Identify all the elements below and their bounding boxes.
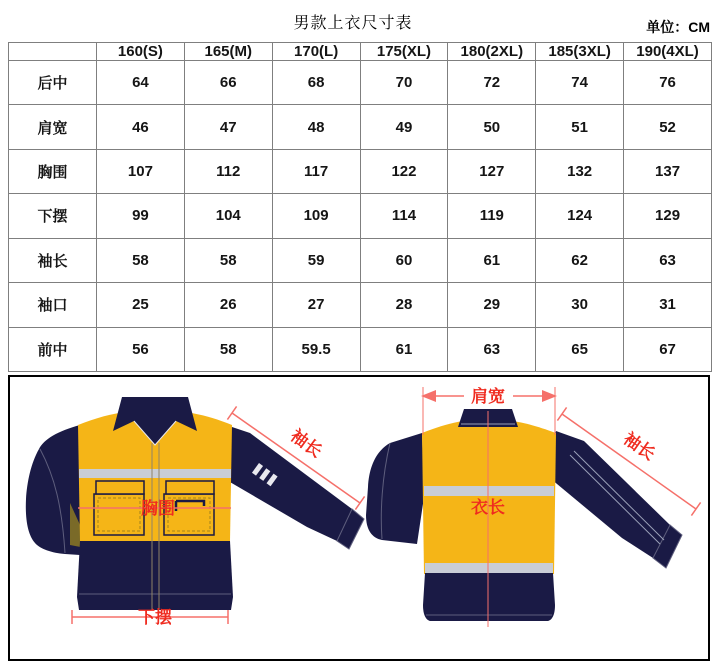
size-cell: 26: [184, 283, 272, 327]
jacket-diagram: [10, 377, 708, 659]
column-header: 180(2XL): [448, 43, 536, 61]
size-cell: 61: [360, 327, 448, 371]
size-cell: 132: [536, 149, 624, 193]
row-label: 下摆: [9, 194, 97, 238]
size-cell: 46: [97, 105, 185, 149]
front-reflective-stripe: [79, 469, 231, 478]
back-sleeve-length-label: 袖长: [619, 428, 659, 465]
size-cell: 72: [448, 61, 536, 105]
table-row: [9, 327, 712, 371]
row-label: 肩宽: [9, 105, 97, 149]
row-label: 前中: [9, 327, 97, 371]
size-table-body: [9, 61, 712, 372]
size-cell: 28: [360, 283, 448, 327]
back-body: [422, 419, 556, 574]
size-cell: 25: [97, 283, 185, 327]
row-label: 袖口: [9, 283, 97, 327]
column-header: 165(M): [184, 43, 272, 61]
size-cell: 119: [448, 194, 536, 238]
size-cell: 137: [624, 149, 712, 193]
size-cell: 112: [184, 149, 272, 193]
column-header: 185(3XL): [536, 43, 624, 61]
column-header: 175(XL): [360, 43, 448, 61]
size-cell: 58: [97, 238, 185, 282]
front-jacket: [26, 397, 365, 627]
unit-label: 单位：CM: [646, 19, 710, 35]
size-cell: 107: [97, 149, 185, 193]
size-cell: 49: [360, 105, 448, 149]
size-cell: 64: [97, 61, 185, 105]
size-cell: 31: [624, 283, 712, 327]
size-cell: 76: [624, 61, 712, 105]
size-cell: 109: [272, 194, 360, 238]
corner-cell: [9, 43, 97, 61]
table-row: [9, 149, 712, 193]
size-cell: 61: [448, 238, 536, 282]
column-header: 170(L): [272, 43, 360, 61]
size-cell: 63: [624, 238, 712, 282]
front-sleeve-length-label: 袖长: [286, 425, 326, 462]
size-cell: 66: [184, 61, 272, 105]
size-cell: 65: [536, 327, 624, 371]
size-cell: 127: [448, 149, 536, 193]
back-jacket: [366, 386, 701, 627]
back-shoulder-width-label: 肩宽: [471, 387, 505, 406]
back-garment-length-label: 衣长: [471, 498, 505, 517]
size-table: [8, 42, 712, 372]
size-cell: 59.5: [272, 327, 360, 371]
size-cell: 62: [536, 238, 624, 282]
size-cell: 56: [97, 327, 185, 371]
table-row: [9, 238, 712, 282]
size-cell: 58: [184, 238, 272, 282]
size-cell: 129: [624, 194, 712, 238]
table-row: [9, 194, 712, 238]
size-cell: 63: [448, 327, 536, 371]
page-title: 男款上衣尺寸表: [293, 15, 413, 32]
table-row: [9, 61, 712, 105]
size-cell: 30: [536, 283, 624, 327]
front-chest-label: 胸围: [141, 499, 175, 518]
column-header: 190(4XL): [624, 43, 712, 61]
row-label: 袖长: [9, 238, 97, 282]
front-hem-label: 下摆: [138, 608, 172, 627]
back-lower-body: [423, 573, 555, 621]
size-cell: 27: [272, 283, 360, 327]
column-header: 160(S): [97, 43, 185, 61]
size-cell: 114: [360, 194, 448, 238]
size-cell: 104: [184, 194, 272, 238]
size-cell: 74: [536, 61, 624, 105]
row-label: 后中: [9, 61, 97, 105]
row-label: 胸围: [9, 149, 97, 193]
size-cell: 117: [272, 149, 360, 193]
back-reflective-stripe-upper: [424, 486, 554, 496]
size-cell: 47: [184, 105, 272, 149]
size-cell: 48: [272, 105, 360, 149]
size-table-header-row: [9, 43, 712, 61]
size-cell: 29: [448, 283, 536, 327]
size-cell: 50: [448, 105, 536, 149]
size-cell: 122: [360, 149, 448, 193]
size-cell: 124: [536, 194, 624, 238]
back-left-sleeve: [366, 433, 424, 544]
size-cell: 51: [536, 105, 624, 149]
size-cell: 99: [97, 194, 185, 238]
size-cell: 70: [360, 61, 448, 105]
size-cell: 60: [360, 238, 448, 282]
front-lower-body: [77, 541, 233, 610]
size-cell: 59: [272, 238, 360, 282]
size-cell: 67: [624, 327, 712, 371]
size-cell: 68: [272, 61, 360, 105]
table-row: [9, 283, 712, 327]
diagram-panel: [8, 375, 710, 661]
size-cell: 52: [624, 105, 712, 149]
back-reflective-stripe-lower: [425, 563, 553, 573]
table-row: [9, 105, 712, 149]
size-cell: 58: [184, 327, 272, 371]
